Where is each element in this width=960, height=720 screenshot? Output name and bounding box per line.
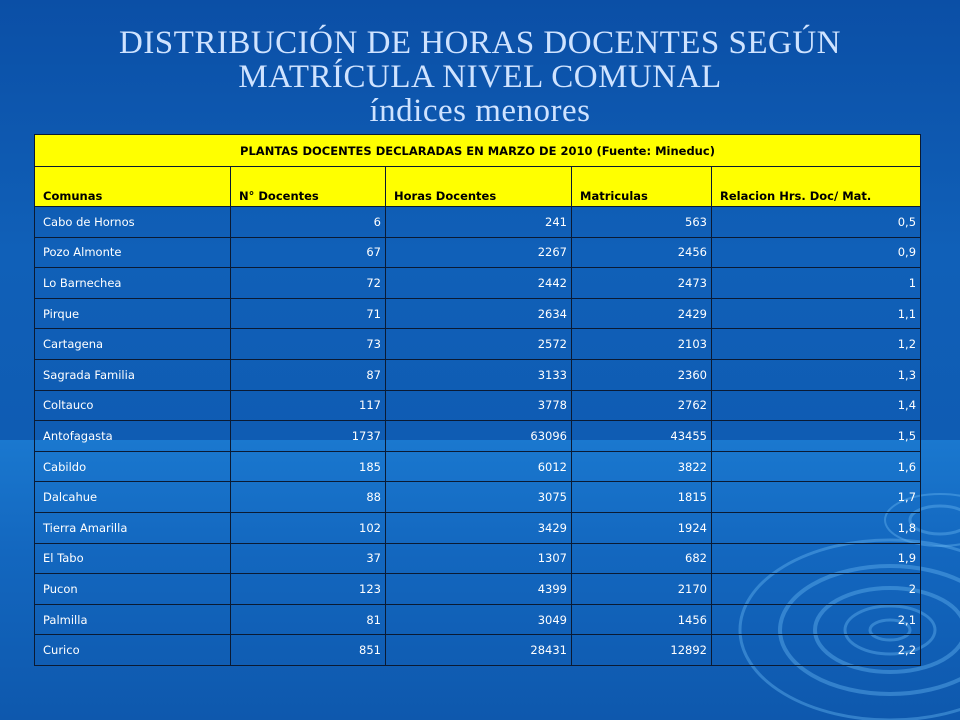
cell-n-docentes: 6 <box>231 207 386 238</box>
cell-n-docentes: 37 <box>231 543 386 574</box>
table-body <box>35 207 921 666</box>
cell-horas-docentes: 2572 <box>386 329 572 360</box>
cell-n-docentes: 81 <box>231 604 386 635</box>
cell-relacion: 1,3 <box>712 359 921 390</box>
table-row <box>35 635 921 666</box>
cell-n-docentes: 185 <box>231 451 386 482</box>
table-row <box>35 268 921 299</box>
header-horas-docentes: Horas Docentes <box>386 167 572 207</box>
table-row <box>35 543 921 574</box>
cell-n-docentes: 123 <box>231 574 386 605</box>
cell-comuna: Pirque <box>35 298 231 329</box>
cell-horas-docentes: 241 <box>386 207 572 238</box>
cell-relacion: 2 <box>712 574 921 605</box>
header-matriculas: Matriculas <box>572 167 712 207</box>
cell-matriculas: 682 <box>572 543 712 574</box>
cell-relacion: 1,8 <box>712 512 921 543</box>
cell-n-docentes: 102 <box>231 512 386 543</box>
cell-n-docentes: 73 <box>231 329 386 360</box>
cell-comuna: Coltauco <box>35 390 231 421</box>
slide-title <box>0 26 960 128</box>
cell-relacion: 0,5 <box>712 207 921 238</box>
table-row <box>35 574 921 605</box>
cell-horas-docentes: 3429 <box>386 512 572 543</box>
cell-horas-docentes: 2442 <box>386 268 572 299</box>
table-row <box>35 298 921 329</box>
cell-comuna: Antofagasta <box>35 421 231 452</box>
teaching-hours-table <box>34 134 921 666</box>
cell-matriculas: 2103 <box>572 329 712 360</box>
cell-matriculas: 2360 <box>572 359 712 390</box>
cell-comuna: Sagrada Familia <box>35 359 231 390</box>
cell-n-docentes: 87 <box>231 359 386 390</box>
cell-matriculas: 2762 <box>572 390 712 421</box>
cell-n-docentes: 117 <box>231 390 386 421</box>
cell-comuna: Pozo Almonte <box>35 237 231 268</box>
cell-horas-docentes: 3075 <box>386 482 572 513</box>
table-row <box>35 359 921 390</box>
cell-relacion: 1,2 <box>712 329 921 360</box>
table-row <box>35 512 921 543</box>
cell-n-docentes: 67 <box>231 237 386 268</box>
cell-comuna: Lo Barnechea <box>35 268 231 299</box>
table-row <box>35 421 921 452</box>
cell-horas-docentes: 6012 <box>386 451 572 482</box>
cell-comuna: Dalcahue <box>35 482 231 513</box>
table-row <box>35 482 921 513</box>
cell-matriculas: 1456 <box>572 604 712 635</box>
cell-horas-docentes: 3778 <box>386 390 572 421</box>
table-row <box>35 604 921 635</box>
cell-comuna: El Tabo <box>35 543 231 574</box>
cell-comuna: Pucon <box>35 574 231 605</box>
cell-matriculas: 1924 <box>572 512 712 543</box>
cell-matriculas: 1815 <box>572 482 712 513</box>
cell-relacion: 1 <box>712 268 921 299</box>
cell-matriculas: 563 <box>572 207 712 238</box>
cell-horas-docentes: 3049 <box>386 604 572 635</box>
header-n-docentes: N° Docentes <box>231 167 386 207</box>
cell-relacion: 2,2 <box>712 635 921 666</box>
cell-horas-docentes: 2634 <box>386 298 572 329</box>
cell-relacion: 0,9 <box>712 237 921 268</box>
cell-horas-docentes: 28431 <box>386 635 572 666</box>
cell-relacion: 1,5 <box>712 421 921 452</box>
cell-relacion: 1,4 <box>712 390 921 421</box>
cell-n-docentes: 71 <box>231 298 386 329</box>
title-line-3: índices menores <box>369 93 591 129</box>
cell-comuna: Curico <box>35 635 231 666</box>
cell-matriculas: 2473 <box>572 268 712 299</box>
cell-matriculas: 2429 <box>572 298 712 329</box>
cell-horas-docentes: 4399 <box>386 574 572 605</box>
cell-relacion: 2,1 <box>712 604 921 635</box>
cell-matriculas: 12892 <box>572 635 712 666</box>
header-comunas: Comunas <box>35 167 231 207</box>
cell-matriculas: 43455 <box>572 421 712 452</box>
table-row <box>35 207 921 238</box>
cell-comuna: Palmilla <box>35 604 231 635</box>
cell-n-docentes: 851 <box>231 635 386 666</box>
cell-matriculas: 2456 <box>572 237 712 268</box>
cell-relacion: 1,1 <box>712 298 921 329</box>
cell-n-docentes: 72 <box>231 268 386 299</box>
table-row <box>35 237 921 268</box>
cell-relacion: 1,9 <box>712 543 921 574</box>
title-line-2: MATRÍCULA NIVEL COMUNAL <box>238 59 722 95</box>
cell-comuna: Cabildo <box>35 451 231 482</box>
cell-horas-docentes: 2267 <box>386 237 572 268</box>
cell-comuna: Cabo de Hornos <box>35 207 231 238</box>
cell-relacion: 1,6 <box>712 451 921 482</box>
cell-relacion: 1,7 <box>712 482 921 513</box>
table-row <box>35 451 921 482</box>
title-line-1: DISTRIBUCIÓN DE HORAS DOCENTES SEGÚN <box>118 25 842 61</box>
cell-comuna: Tierra Amarilla <box>35 512 231 543</box>
table-caption: PLANTAS DOCENTES DECLARADAS EN MARZO DE 2010 (Fuente: Mineduc) <box>35 135 921 167</box>
cell-matriculas: 2170 <box>572 574 712 605</box>
cell-n-docentes: 88 <box>231 482 386 513</box>
table-row <box>35 390 921 421</box>
table-row <box>35 329 921 360</box>
table-header-row <box>35 167 921 207</box>
cell-n-docentes: 1737 <box>231 421 386 452</box>
cell-horas-docentes: 63096 <box>386 421 572 452</box>
cell-horas-docentes: 1307 <box>386 543 572 574</box>
header-relacion: Relacion Hrs. Doc/ Mat. <box>712 167 921 207</box>
cell-comuna: Cartagena <box>35 329 231 360</box>
cell-horas-docentes: 3133 <box>386 359 572 390</box>
cell-matriculas: 3822 <box>572 451 712 482</box>
